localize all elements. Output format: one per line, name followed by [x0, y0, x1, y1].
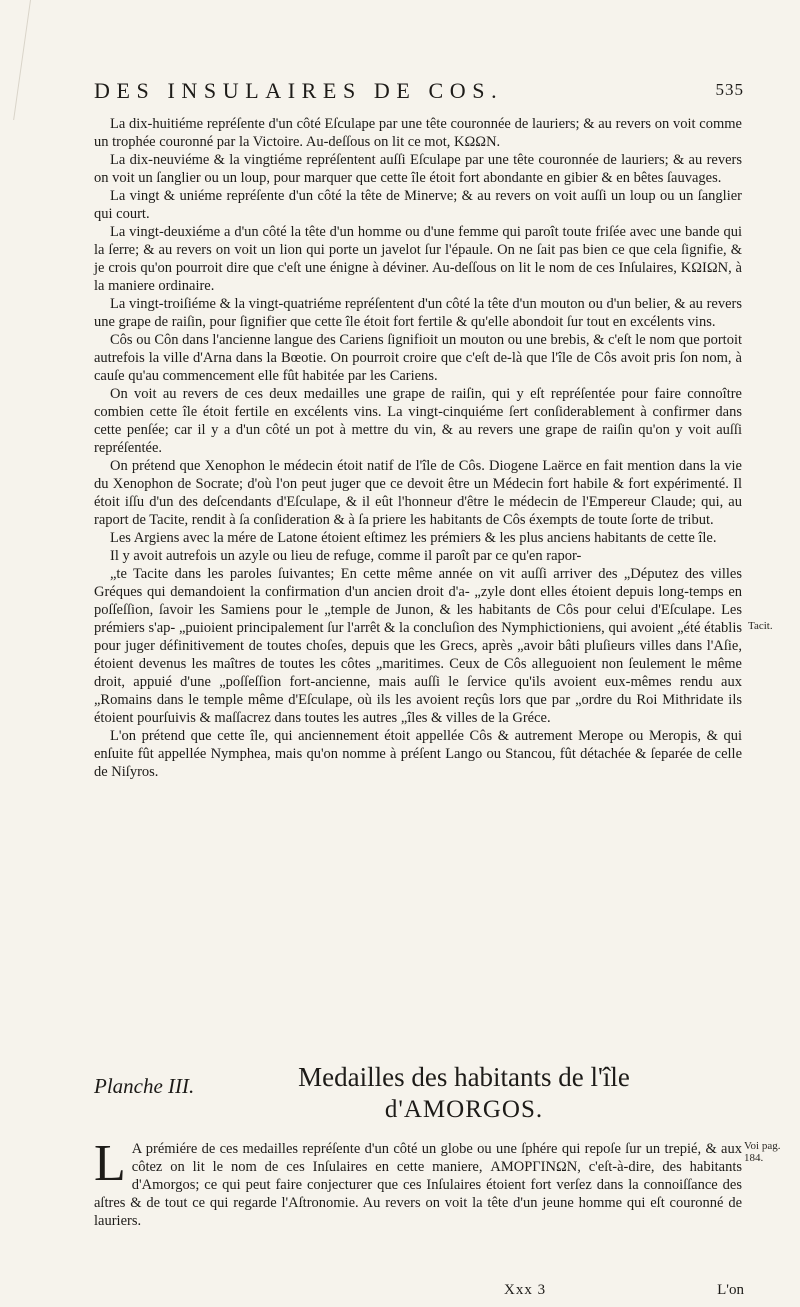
paragraph-18th-medal: La dix-huitiéme repréſente d'un côté Eſculape par une tête couronnée de lauriers; & au revers on voit comme un trophée couronné par la Victoire. Au-deſſous on lit ce mot, ΚΩΩΝ.: [94, 116, 742, 150]
paragraph-19th-20th-medal: La dix-neuviéme & la vingtiéme repréſentent auſſi Eſculape par une tête couronnée de lauriers; & au revers on voit un ſanglier ou un loup, pour marquer que cette île étoit fort abondante en gibier & en bêtes ſauvages.: [94, 152, 742, 186]
paragraph-grape-reverse: On voit au revers de ces deux medailles une grape de raiſin, qui y eſt repréſentée pour faire connoître combien cette île étoit fertile en excélents vins. La vingt-cinquiéme ſert conſiderablement à confirmer dans cette penſée; car il y a d'un côté un pot à mettre du vin, & au revers une grape de raiſin qu'on y voit auſſi repréſentée.: [94, 386, 742, 456]
drop-cap: L: [94, 1135, 126, 1192]
paragraph-22nd-medal: La vingt-deuxiéme a d'un côté la tête d'un homme ou d'une femme qui paroît toute friſée avec une bande qui la ſerre; & au revers on voit un lion qui porte un javelot ſur l'épaule. On ne ſait pas bien ce que cela ſignifie, & je crois qu'on pourroit dire que c'eſt une énigne à déviner. Au-deſſous on lit le nom de ces Inſulaires, ΚΩΙΩΝ, à la maniere ordinaire.: [94, 224, 742, 294]
margin-note-tacit: Tacit.: [748, 620, 773, 632]
catchword: L'on: [717, 1282, 744, 1298]
amorgos-text: [94, 1135, 742, 1230]
paragraph-xenophon: On prétend que Xenophon le médecin étoit natif de l'île de Côs. Diogene Laërce en fait mention dans la vie du Xenophon de Socrate; d'où l'on peut juger que ce devoit être un Médecin fort habile & fort expérimenté. Il étoit iſſu d'un des deſcendants d'Eſculape, & il eût l'honneur d'être le médecin de l'Empereur Claude; qui, au raport de Tacite, rendit à ſa conſideration & à ſa priere les habitants de Côs éxempts de toute ſorte de tribut.: [94, 458, 742, 528]
plate-title-line1: Medailles des habitants de l'île: [298, 1062, 630, 1092]
paragraph-21st-medal: La vingt & uniéme repréſente d'un côté la tête de Minerve; & au revers on voit auſſi un loup ou un ſanglier qui court.: [94, 188, 742, 222]
page-number: 535: [715, 80, 744, 99]
paragraph-amorgos-body: A prémiére de ces medailles repréſente d'un côté un globe ou une ſphére qui repoſe ſur un trepié, & aux côtez on lit le nom de ces Inſulaires en cette maniere, ΑΜΟΡΓΙΝΩΝ, c'eſt-à-dire, des habitants d'Amorgos; ce qui peut faire conjecturer que ces Inſulaires étoient fort verſez dans la connoiſſance des aſtres & de tout ce qui regarde l'Aſtronomie. Au revers on voit la tête d'un jeune homme qui eſt couronné de lauriers.: [94, 1141, 742, 1229]
running-head: [94, 78, 744, 106]
plate-label: Planche III.: [94, 1074, 195, 1098]
page-footer: [94, 1282, 744, 1302]
margin-note-voi-pag: Voi pag. 184.: [744, 1140, 781, 1164]
paragraph-merope: L'on prétend que cette île, qui anciennement étoit appellée Côs & autrement Merope ou Meropis, & qui enſuite fût appellée Nymphea, mais qu'on nomme à préſent Lango ou Stancou, fût détachée & ſeparée de celle de Niſyros.: [94, 728, 742, 780]
paragraph-tacite-quote: „te Tacite dans les paroles ſuivantes; En cette même année on vit auſſi arriver des „Députez des villes Gréques qui demandoient la confirmation d'un ancien droit d'a- „zyle dont elles étoient depuis long-temps en poſſeſſion, ſavoir les Samiens pour le „temple de Junon, & les habitants de Côs pour celui d'Eſculape. Les prémiers s'ap- „puioient principalement ſur l'arrêt & la concluſion des Nymphictioniens, qui avoient „été établis pour juger définitivement de toutes choſes, depuis que les Grecs, après „avoir bâti pluſieurs villes dans l'Aſie, étoient devenus les maîtres de toutes les côtes „maritimes. Ceux de Côs alleguoient non ſeulement le même droit, appuié d'une „poſſeſſion fort-ancienne, mais auſſi le ſervice qu'ils avoient eux-mêmes rendu aux „Romains dans le temple même d'Eſculape, où ils les avoient reçûs lors que par „ordre du Roi Mithridate ils étoient pourſuivis & maſſacrez dans toutes les autres „îles & villes de la Gréce.: [94, 566, 742, 726]
paragraph-amorgos-first-medal: [94, 1135, 742, 1230]
plate-heading: [94, 1062, 742, 1132]
plate-title-line2: d'AMORGOS.: [384, 1096, 544, 1123]
paragraph-argiens: Les Argiens avec la mére de Latone étoient eſtimez les prémiers & les plus anciens habitants de cette île.: [110, 530, 717, 546]
paragraph-23rd-24th-medal: La vingt-troiſiéme & la vingt-quatriéme repréſentent d'un côté la tête d'un mouton ou d'un belier, & au revers une grape de raiſin, pour ſignifier que cette île étoit fort fertile & qu'elle abondoit ſur tout en excélents vins.: [94, 296, 742, 330]
paragraph-cos-name: Côs ou Côn dans l'ancienne langue des Cariens ſignifioit un mouton ou une brebis, & c'eſt le nom que portoit autrefois la ville d'Arna dans la Bœotie. On pourroit croire que c'eſt de-là que l'île de Côs avoit pris ſon nom, à cauſe qu'au commencement elle fût habitée par les Cariens.: [94, 332, 742, 384]
paragraph-azyle-intro: Il y avoit autrefois un azyle ou lieu de refuge, comme il paroît par ce qu'en rapor-: [110, 548, 582, 564]
signature-mark: Xxx 3: [504, 1282, 547, 1298]
main-text: [94, 115, 742, 781]
page-edge: [0, 0, 31, 120]
running-title: DES INSULAIRES DE COS.: [94, 78, 504, 103]
